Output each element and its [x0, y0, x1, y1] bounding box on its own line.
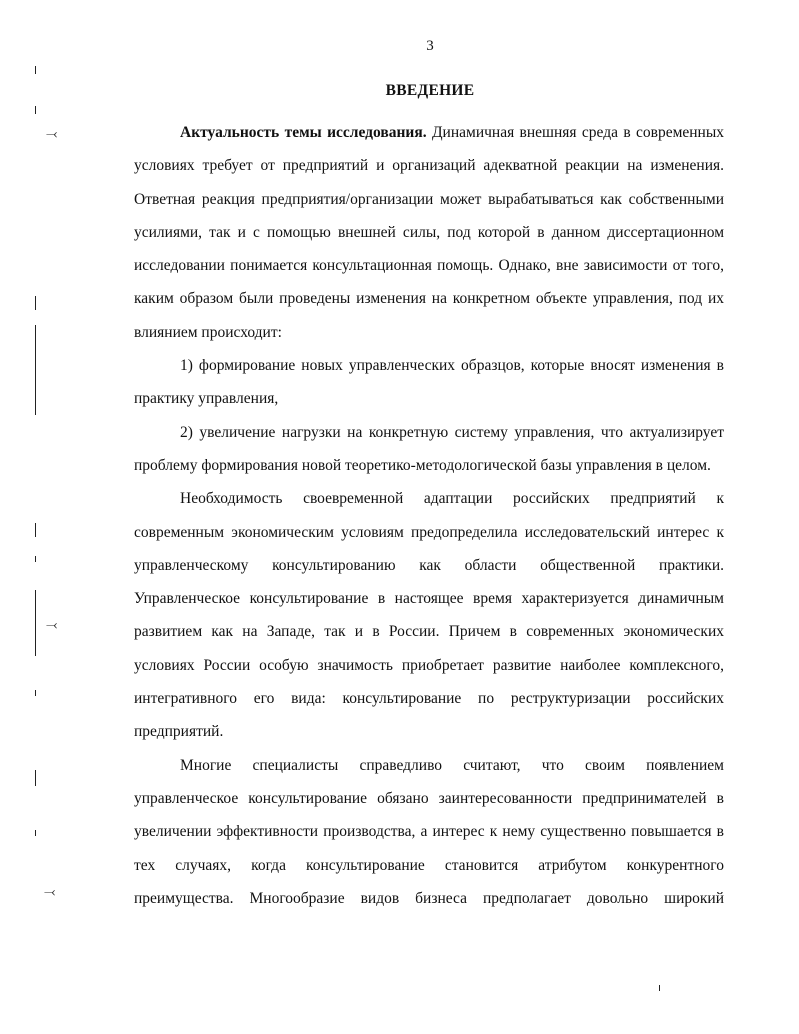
- scan-mark: [35, 830, 36, 836]
- scan-mark: [35, 770, 36, 786]
- paragraph-adaptation: Необходимость своевременной адаптации российских предприятий к современным экономическим условиям предопределила исследовательский интерес к управленческому консультированию как области общественной практики. Управленческое консультирование в настоящее время характеризуется динамичным развитием как на Западе, так и в России. Причем в современных экономических условиях России особую значимость приобретает развитие наиболее комплексного, интегративного его вида: консультирование по реструктуризации российских предприятий.: [134, 490, 724, 741]
- scan-mark: [35, 296, 36, 310]
- scan-mark: [35, 325, 36, 415]
- paragraph-text: Динамичная внешняя среда в современных условиях требует от предприятий и организаций адекватной реакции на изменения. Ответная реакция предприятия/организации может вырабатываться как собственными усилиями, так и с помощью внешней силы, под которой в данном диссертационном исследовании понимается консультационная помощь. Однако, вне зависимости от того, каким образом были проведены изменения на конкретном объекте управления, под их влиянием происходит:: [134, 124, 725, 341]
- scan-mark: ⤙: [44, 884, 56, 900]
- paragraph-specialists: Многие специалисты справедливо считают, что своим появлением управленческое консультирование обязано заинтересованности предпринимателей в увеличении эффективности производства, а интерес к нему существенно повышается в тех случаях, когда консультирование становится атрибутом конкурентного преимущества. Многообразие видов бизнеса предполагает довольно широкий: [134, 756, 724, 907]
- scan-mark: [35, 556, 36, 562]
- page-number: 3: [426, 38, 434, 54]
- section-heading: ВВЕДЕНИЕ: [385, 82, 475, 99]
- scan-mark: [35, 590, 36, 656]
- scan-mark: [35, 106, 36, 114]
- scan-mark: [35, 66, 36, 74]
- scan-mark: ⤙: [46, 617, 58, 633]
- scan-mark: [659, 985, 660, 991]
- paragraph-relevance: [134, 116, 724, 349]
- scan-mark: [35, 523, 36, 537]
- body-text: [134, 116, 724, 915]
- list-item-1: 1) формирование новых управленческих образцов, которые вносят изменения в практику управления,: [134, 357, 724, 408]
- list-item-2: 2) увеличение нагрузки на конкретную систему управления, что актуализирует проблему формирования новой теоретико-методологической базы управления в целом.: [134, 423, 724, 474]
- scan-mark: [35, 690, 36, 696]
- scan-mark: ⤙: [46, 126, 58, 142]
- paragraph-lead: Актуальность темы исследования.: [180, 124, 427, 141]
